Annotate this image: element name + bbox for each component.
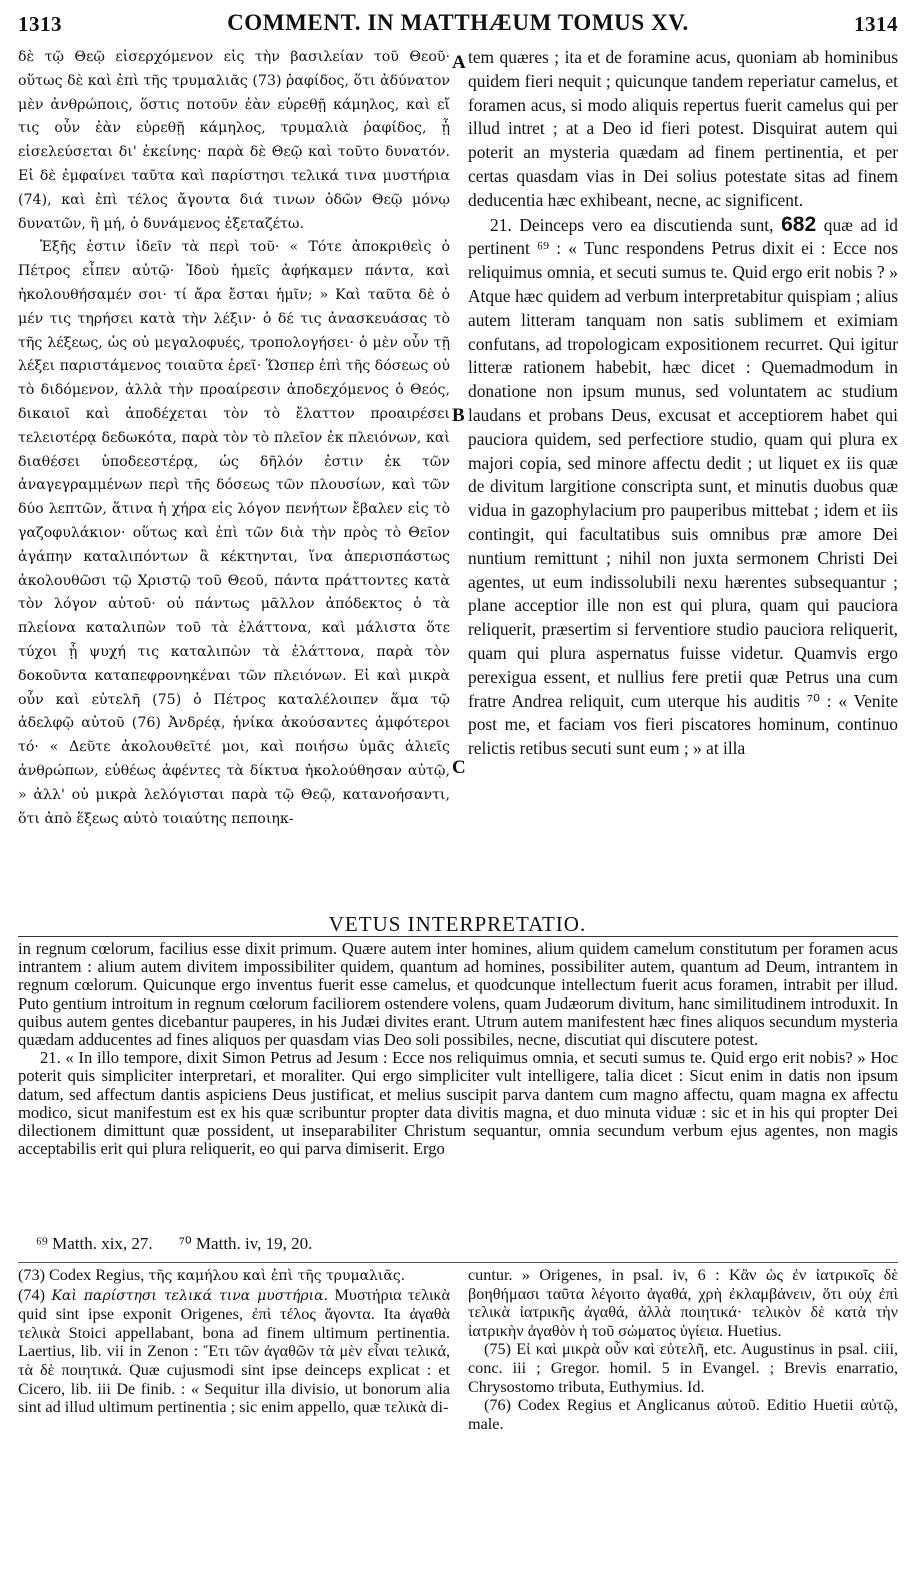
footnote-divider (18, 1262, 898, 1263)
margin-letter-b: B (452, 405, 465, 426)
left-page-number: 1313 (18, 12, 62, 36)
footnote-73-label: (73) Codex Regius, (18, 1266, 145, 1284)
footnotes-right-column (468, 1266, 898, 1433)
right-page-number: 1314 (854, 12, 898, 36)
scripture-references (36, 1234, 896, 1254)
latin-translation-column (468, 46, 898, 761)
footnote-74-label: (74) (18, 1285, 45, 1304)
vetus-interpretatio-text (18, 940, 898, 1158)
vetus-interpretatio-heading: VETUS INTERPRETATIO. (328, 912, 587, 936)
footnote-74-text: Μυστήρια τελικὰ quid sint ipse exponit Origenes, ἐπὶ τέλος ἄγοντα. Ita ἀγαθὰ τελικὰ Stoici appellabant, bona ad finem ultimum pertinentia. Laertius, lib. vii in Zenon : Ἔτι τῶν ἀγαθῶν τὰ μὲν εἶναι τελικά, τὰ δὲ ποιητικά. Quæ cujusmodi sint ipse deinceps explicat : et Cicero, lib. iii De finib. : « Sequitur illa divisio, ut bonorum alia sint ad illud ultimum pertinentia ; sic enim appello, quæ τελικὰ di- (18, 1285, 451, 1417)
footnote-74-continuation: cuntur. » Origenes, in psal. iv, 6 : Κἂν ὡς ἐν ἰατρικοῖς δὲ βοηθήμασι ταῦτα λέγοιτο ἀγαθά, χρὴ ἐκλαμβάνειν, ὅτι οὐχ ἐπὶ τελικὰ ἰατρικῆς ἀγαθά, ἀλλὰ ποιητικά· τελικὸν δὲ κατὰ τὴν ἰατρικὴν ἀγαθὸν ἡ τοῦ σώματος ὑγίεια. Huetius. (468, 1266, 898, 1340)
section-divider (18, 936, 898, 937)
footnote-75: (75) Εἰ καὶ μικρὰ οὖν καὶ εὐτελῆ, etc. Augustinus in psal. ciii, conc. iii ; Gregor. homil. 5 in Evangel. ; Brevis enarratio, Chrysostomo tributa, Euthymius. Id. (468, 1340, 898, 1396)
footnote-74-greek-title: Καὶ παρίστησι τελικά τινα μυστήρια. (51, 1287, 329, 1304)
footnote-73 (18, 1266, 450, 1286)
latin-paragraph-2 (468, 213, 898, 761)
running-title: COMMENT. IN MATTHÆUM TOMUS XV. (227, 10, 689, 35)
vetus-paragraph-1: in regnum cœlorum, facilius esse dixit primum. Quære autem inter homines, alium quidem camelum constitutum per foramen acus intrantem : alium autem divitem impossibiliter quidem, quantum ad homines, possibiliter autem, quantum ad Deum, intrantem in regnum cœlorum. Quicunque ergo inventus fuerit esse camelus, et quodcunque intellectum fuerit acus foramen, intrabit per illud. Puto gentium introitum in regnum cœlorum faciliorem ostendere volens, quam Judæorum divitum, hanc similitudinem introduxit. In quibus autem gentes dicebantur pauperes, in his Judæi divites erant. Utrum autem manifestent hæc fines aliquos secundum mysteria quædam adducentes ad fines aliquos per quasdam vias Deo soli possibiles, necne, discutiat qui discutere potest. (18, 939, 898, 1050)
margin-letter-a: A (452, 52, 466, 73)
scripture-ref-69: ⁶⁹ Matth. xix, 27. (36, 1234, 153, 1253)
greek-paragraph-2: Ἑξῆς ἐστιν ἰδεῖν τὰ περὶ τοῦ· « Τότε ἀποκριθεὶς ὁ Πέτρος εἶπεν αὐτῷ· Ἰδοὺ ἡμεῖς ἀφήκαμεν πάντα, καὶ ἠκολουθήσαμέν σοι· τί ἄρα ἔσται ἡμῖν; » Καὶ ταῦτα δὲ ὁ μέν τις τηρήσει κατὰ τὴν λέξιν· ὁ δέ τις ἀνασκευάσας τὸ τῆς λέξεως, ὡς οὐ μεγαλοφυές, τροπολογήσει· ὁ μὲν οὖν τῇ λέξει παριστάμενος τοιαῦτα ἐρεῖ· Ὥσπερ ἐπὶ τῆς δόσεως οὐ τὸ διδόμενον, ἀλλὰ τὴν προαίρεσιν ἀποδεχόμενος ὁ Θεός, δικαιοῖ καὶ ἀποδέχεται τὸν τὸ ἔλαττον προαιρέσει τελειοτέρᾳ δεδωκότα, παρὰ τὸν τὸ πλεῖον ἐκ πλειόνων, καὶ διαθέσει ὑποδεεστέρᾳ, ὡς δῆλόν ἐστιν ἐκ τῶν ἀναγεγραμμένων περὶ τῆς δόσεως τῶν πλουσίων, καὶ τῶν δύο λεπτῶν, ἅτινα ἡ χήρα εἰς λόγον πενήτων ἔβαλεν εἰς τὸ γαζοφυλάκιον· οὕτως καὶ ἐπὶ τῶν διὰ τὴν πρὸς τὸ Θεῖον ἀγάπην καταλιπόντων ἃ κέκτηνται, ἵνα ἀπερισπάστως ἀκολουθῶσι τῷ Χριστῷ τοῦ Θεοῦ, πάντα πράττοντες κατὰ τὸν λόγον αὐτοῦ· οὐ πάντως μᾶλλον ἀπόδεκτος ὁ τὰ πλείονα καταλιπὼν τοῦ τὰ ἐλάττονα, καὶ μάλιστα ὅτε τύχοι ᾗ ψυχή τις καταλιπὼν τὰ ἐλάττονα, παρὰ τὸν δοκοῦντα καταπεφρονηκέναι τῶν πλειόνων. Εἰ καὶ μικρὰ οὖν καὶ εὐτελῆ (75) ὁ Πέτρος καταλέλοιπεν ἅμα τῷ ἀδελφῷ αὐτοῦ (76) Ἀνδρέᾳ, ἡνίκα ἀκούσαντες ἀμφότεροι τό· « Δεῦτε ἀκολουθεῖτέ μοι, καὶ ποιήσω ὑμᾶς ἁλιεῖς ἀνθρώπων, εὐθέως ἀφέντες τὰ δίκτυα ἠκολούθησαν αὐτῷ, » ἀλλ' οὐ μικρὰ λελόγισται παρὰ τῷ Θεῷ, κατανοήσαντι, ὅτι ἀπὸ ἕξεως αὐτὸ τοιαύτης πεποιηκ- (18, 239, 450, 827)
footnote-76: (76) Codex Regius et Anglicanus αὐτοῦ. Editio Huetii αὐτῷ, male. (468, 1396, 898, 1433)
footnotes-left-column (18, 1266, 450, 1417)
vetus-paragraph-2: 21. « In illo tempore, dixit Simon Petrus ad Jesum : Ecce nos reliquimus omnia, et secuti sumus te. Quid ergo erit nobis? » Hoc poterit quis simpliciter interpretari, et moraliter. Qui ergo simpliciter vult intelligere, talia dicet : Sicut enim in datis non ipsum datum, sed affectum dantis aspiciens Deus justificat, et melius suscipit parva dantem cum magno affectu, quam magna ex affectu modico, sicut manifestum est ex his quæ scribuntur propter data divitis magna, et duo minuta viduæ : sic et in his qui propter Dei dilectionem dimittunt quæ possident, ut inseparabiliter Christum sequantur, omnia secundum verbum ejus agentes, non magis acceptabilis erit qui plura reliquerit, eo qui parva dimiserit. Ergo (18, 1048, 898, 1159)
latin-paragraph-1: tem quæres ; ita et de foramine acus, quoniam ab hominibus quidem fieri nequit ; quicunque tandem reperiatur camelus, et foramen acus, si modo aliquis repertus fuerit camelus qui per illud intret ; at a Deo id fieri potest. Disquirat autem qui poterit an mysteria quædam ad finem pertinentia, et per certas quasdam vias in Dei solius potestate sitas ad finem deducentia hæc exhibeant, necne, ac significent. (468, 47, 898, 210)
footnote-73-greek: τῆς καμήλου καὶ ἐπὶ τῆς τρυμαλιᾶς. (148, 1268, 406, 1284)
latin-paragraph-2-start: 21. Deinceps vero ea discutienda sunt, (490, 214, 774, 235)
page-header (18, 8, 898, 40)
greek-text-column (18, 46, 450, 831)
greek-paragraph-1: δὲ τῷ Θεῷ εἰσερχόμενον εἰς τὴν βασιλείαν τοῦ Θεοῦ· οὕτως δὲ καὶ ἐπὶ τῆς τρυμαλιᾶς (73) ῥαφίδος, ὅτι ἀδύνατον μὲν ἀνθρώποις, ὅστις ποτοῦν ἐὰν εὑρεθῇ κάμηλος, καὶ εἴ τις οὖν ἐὰν εὑρεθῇ κάμηλος, τρυμαλιὰ ῥαφίδος, ᾗ εἰσελεύσεται δι' ἐκείνης· παρὰ δὲ Θεῷ καὶ τοῦτο δυνατόν. Εἰ δὲ ἐμφαίνει ταῦτα καὶ παρίστησι τελικά τινα μυστήρια (74), καὶ ἐπὶ τέλος ἄγοντα διά τινων ὁδῶν Θεῷ μόνῳ δυνατῶν, ἢ μή, ὁ δυνάμενος ἐξεταζέτω. (18, 49, 450, 232)
footnote-74 (18, 1286, 450, 1417)
latin-paragraph-2-rest: quæ ad id pertinent ⁶⁹ : « Tunc respondens Petrus dixit ei : Ecce nos reliquimus omnia, et secuti sumus te. Quid ergo erit nobis ? » Atque hæc quidem ad verbum interpretabitur quispiam ; alius autem litteram tanquam non satis sublimem et eximiam confutans, ad tropologicam expositionem recurret. Qui igitur litteræ rationem habebit, hæc dicet : Quemadmodum in donatione non ipsum munus, sed voluntatem ac studium laudans et probans Deus, excusat et acceptiorem habet qui pauciora quidem, sed perfectiore studio, quam qui plura ex majori copia, sed minore affectu dedit ; ut liquet ex iis quæ de divitum largitione conscripta sunt, et minutis duobus quæ vidua in gazophylacium pro pauperibus mittebat ; idem et iis contingit, qui facultatibus suis omnibus præ amore Dei nuntium remittunt ; nihil non juxta sermonem Christi Dei agentes, ut eum indissolubili nexu hærentes subsequantur ; plane acceptior ille non est qui plura, quam qui pauciora reliquerit, præsertim si ferventiore studio pauciora reliquerit, quam qui plura aspernatus fuisse videtur. Quamvis ergo perexigua essent, et nullius fere pretii quæ Petrus una cum fratre Andrea reliquit, cum uterque his auditis ⁷⁰ : « Venite post me, et faciam vos fieri piscatores hominum, continuo relictis retibus secuti sunt eum ; » at illa (468, 214, 898, 759)
column-marker: 682 (781, 212, 817, 236)
scripture-ref-70: ⁷⁰ Matth. iv, 19, 20. (178, 1234, 313, 1253)
margin-letter-c: C (452, 757, 466, 778)
